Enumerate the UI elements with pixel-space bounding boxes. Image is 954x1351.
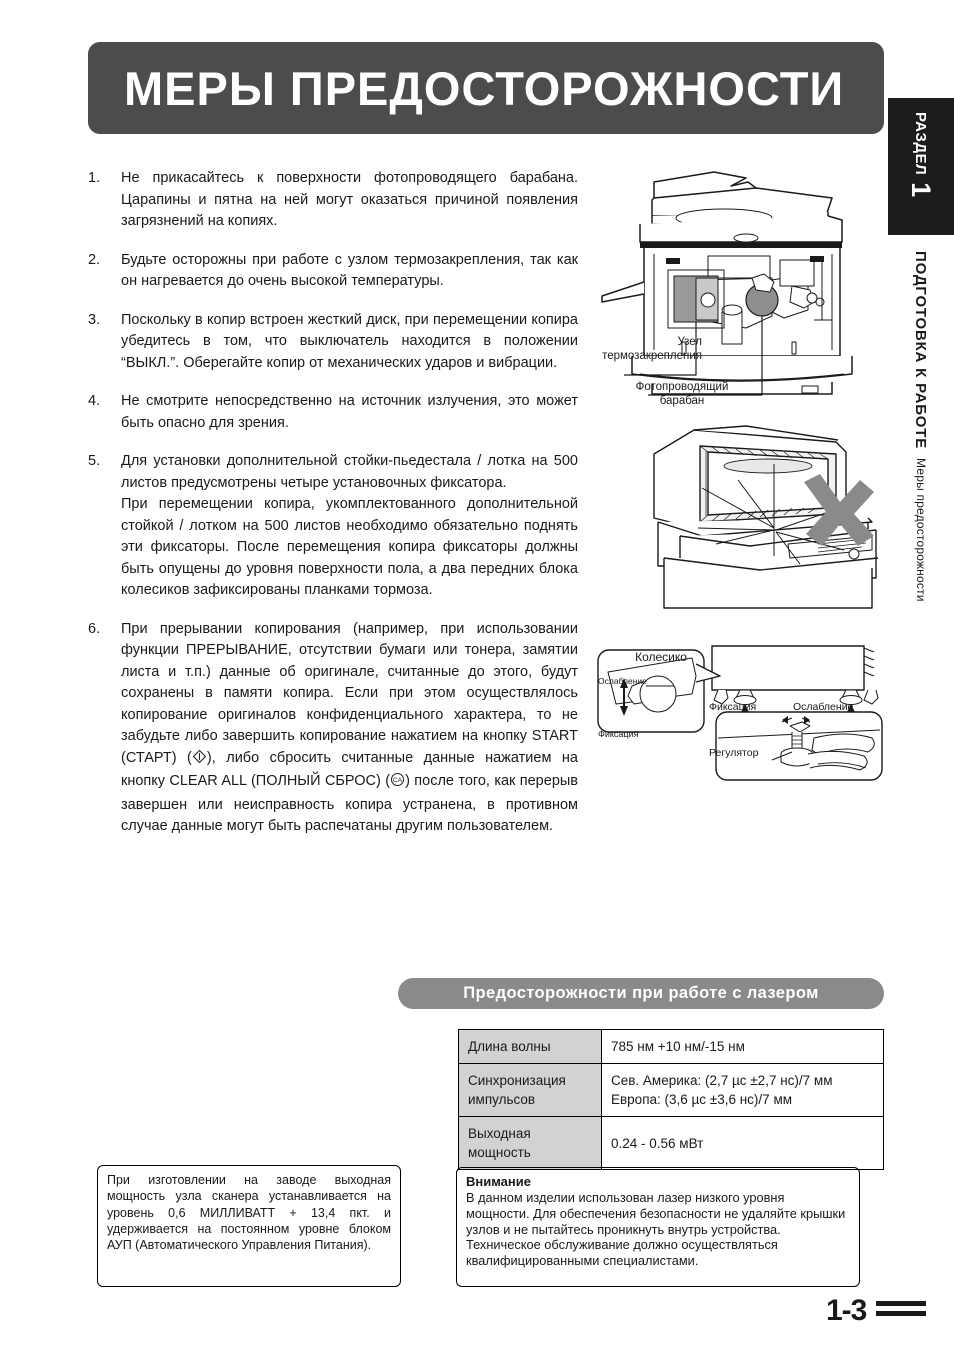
chapter-title: ПОДГОТОВКА К РАБОТЕ [912, 251, 930, 450]
attention-heading: Внимание [466, 1174, 531, 1189]
list-item [88, 250, 578, 293]
table-row [459, 1064, 884, 1117]
attention-warning-box [456, 1167, 860, 1287]
label-caster: Колесико [635, 650, 687, 664]
list-item [88, 451, 578, 602]
factory-output-note-text: При изготовлении на заводе выходная мощность узла сканера устанавливается на уровень 0,6 МИЛЛИВАТТ + 13,4 пкт. и удерживается на постоянном уровне блоком АУП (Автоматического Управления Питания). [107, 1173, 391, 1253]
figure-copier-front [596, 160, 888, 410]
page-number-block [826, 1294, 926, 1328]
section-number: 1 [906, 182, 937, 198]
figure-scanner-do-not-look [640, 418, 890, 623]
spec-key: Синхронизация импульсов [459, 1064, 602, 1117]
page-title-banner [88, 42, 884, 134]
start-button-icon [192, 749, 207, 772]
list-item-text: Поскольку в копир встроен жесткий диск, при перемещении копира убедитесь в том, что выключатель находится в положении “ВЫКЛ.”. Оберегайте копир от механических ударов и вибрации. [121, 311, 578, 371]
list-item-text: Не смотрите непосредственно на источник излучения, это может быть опасно для зрения. [121, 393, 578, 431]
list-item-number: 6. [88, 620, 101, 637]
attention-text: В данном изделии использован лазер низкого уровня мощности. Для обеспечения безопасности не удаляйте крышки узлов и не пытайтесь проникнуть внутрь устройства. Техническое обслуживание должно осуществляться квалифицированными специалистами. [466, 1190, 846, 1269]
list-item-number: 3. [88, 311, 101, 328]
list-item-text-continued: При перемещении копира, укомплектованного дополнительной стойкой / лотком на 500 листов необходимо обязательно поднять эти фиксаторы. После перемещения копира фиксаторы должны быть опущены до уровня поверхности пола, а два передних блока колесиков зафиксированы планками тормоза. [121, 496, 578, 598]
list-item-text: Для установки дополнительной стойки-пьедестала / лотка на 500 листов предусмотрены четыре установочных фиксатора. [121, 453, 578, 491]
running-header-vertical [888, 245, 954, 665]
list-item [88, 391, 578, 434]
svg-text:CA: CA [392, 777, 403, 785]
label-adjuster: Регулятор [709, 747, 759, 759]
spec-key: Длина волны [459, 1030, 602, 1064]
list-item-number: 2. [88, 251, 101, 268]
laser-specifications-table [458, 1029, 884, 1170]
list-item-text: Не прикасайтесь к поверхности фотопроводящего барабана. Царапины и пятна на ней могут оказаться причиной появления загрязнений на копиях. [121, 170, 578, 229]
section-tab [888, 98, 954, 235]
list-item-number: 5. [88, 453, 101, 469]
list-item-number: 1. [88, 170, 101, 186]
list-item-text-part3: ) после того, как перерыв завершен или неисправность копира устранена, в противном случае данные могут быть распечатаны другим пользователем. [121, 773, 579, 834]
list-item-text-part1: При прерывании копирования (например, при использовании функции ПРЕРЫВАНИЕ, отсутствии бумаги или тонера, замятии листа и т.п.) данные об оригинале, считанные до этого, будут сохранены в памяти копира. Если при этом осуществлялось копирование оригиналов конфиденциального характера, то не забудьте либо завершить копирование нажатием на кнопку START (СТАРТ) ( [121, 620, 578, 766]
label-fuser-unit: Узел термозакрепления [602, 336, 702, 362]
spec-value: 0.24 - 0.56 мВт [602, 1117, 884, 1170]
label-release-right: Ослабление [793, 701, 854, 713]
list-item-number: 4. [88, 393, 101, 409]
spec-key: Выходная мощность [459, 1117, 602, 1170]
spec-value: Сев. Америка: (2,7 µс ±2,7 нс)/7 мм Европа: (3,6 µс ±3,6 нс)/7 мм [602, 1064, 884, 1117]
label-lock-left: Фиксация [598, 729, 639, 739]
label-release-left: Ослабление [598, 676, 647, 686]
list-item [88, 619, 578, 838]
table-row [459, 1117, 884, 1170]
label-lock-right: Фиксация [709, 701, 757, 713]
chapter-subtitle: Меры предосторожности [914, 458, 928, 602]
page-number-rule [876, 1301, 926, 1321]
list-item [88, 310, 578, 375]
spec-value: 785 нм +10 нм/-15 нм [602, 1030, 884, 1064]
laser-section-heading: Предосторожности при работе с лазером [463, 984, 819, 1002]
precautions-list [88, 168, 578, 855]
table-row [459, 1030, 884, 1064]
section-word: РАЗДЕЛ [912, 112, 930, 176]
page-title: МЕРЫ ПРЕДОСТОРОЖНОСТИ [124, 61, 845, 115]
list-item [88, 168, 578, 233]
factory-output-note-box [97, 1165, 401, 1287]
label-photoconductive-drum: Фотопроводящий барабан [635, 381, 729, 407]
laser-section-banner [398, 978, 884, 1009]
clear-all-button-icon [390, 772, 405, 795]
list-item-text-part2: ), либо сбросить считанные данные нажатием на кнопку CLEAR ALL (ПОЛНЫЙ СБРОС) ( [121, 749, 578, 789]
page-number: 1-3 [826, 1294, 867, 1327]
section-tab-label [888, 98, 954, 235]
list-item-text: Будьте осторожны при работе с узлом термозакрепления, так как он нагревается до очень высокой температуры. [121, 251, 578, 289]
